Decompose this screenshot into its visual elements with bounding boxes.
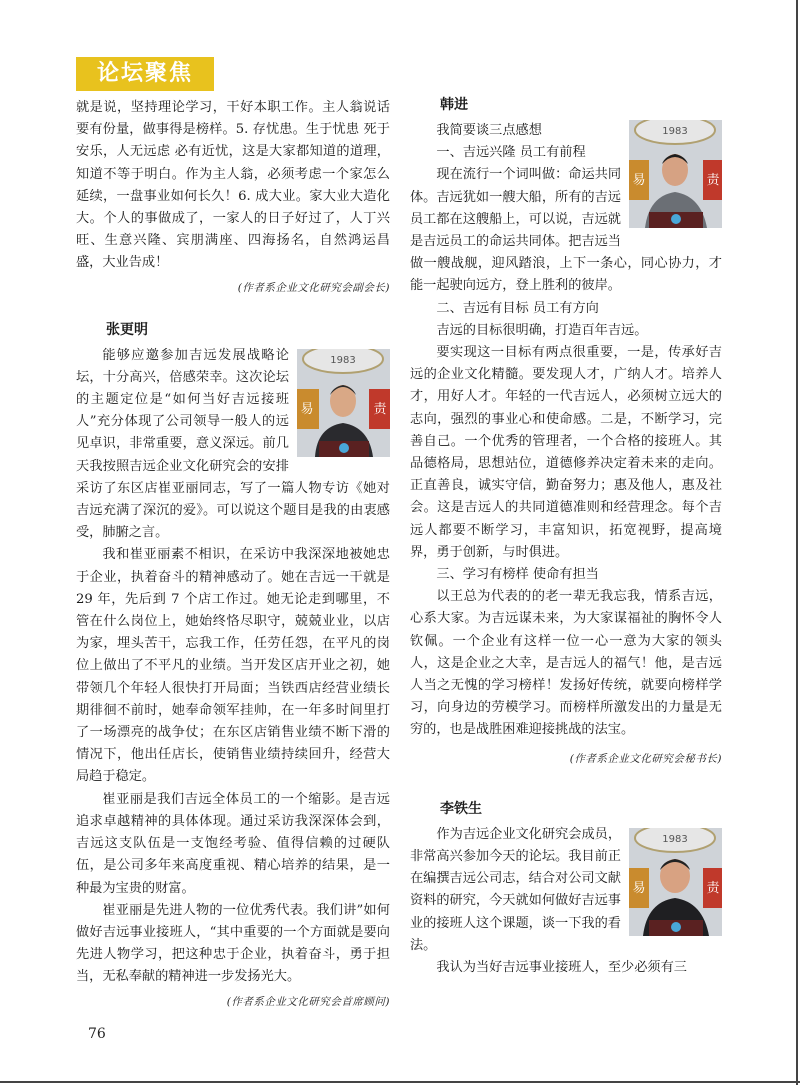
page-number: 76 [88, 1026, 106, 1042]
svg-text:责: 责 [706, 173, 720, 188]
svg-text:易: 易 [632, 173, 646, 188]
continued-paragraph: 就是说，坚持理论学习，干好本职工作。主人翁说话要有份量，做事得是榜样。5. 存忧患。生于忧患 死于安乐，人无远虑 必有近忧，这是大家都知道的道理，知道不等于明白。作为主人翁，必须考虑一个家怎么延续，一盘事业如何长久！6. 成大业。家大业大造化大。个人的事做成了，一家人的日子好过了，人丁兴旺、生意兴隆、宾朋满座、四海扬名，自然鸿运昌盛，大业告成！ [76, 100, 390, 271]
author-name-zhang: 张更明 [106, 321, 148, 338]
svg-text:责: 责 [706, 880, 720, 896]
portrait-photo-han [629, 120, 722, 228]
portrait-han-image [629, 120, 722, 228]
li-paragraph-2: 我认为当好吉远事业接班人，至少必须有三 [436, 959, 687, 975]
svg-text:易: 易 [300, 401, 314, 417]
zhang-paragraph-1: 能够应邀参加吉远发展战略论坛，十分高兴，倍感荣幸。这次论坛的主题定位是“如何当好吉远接班人”充分体现了公司领导一般人的远见卓识，非常重要，意义深远。前几天我按照吉远企业文化研究会的安排采访了东区店崔亚丽同志，写了一篇人物专访《她对吉远充满了深沉的爱》。可以说这个题目是我的由衷感受，肺腑之言。 [76, 347, 390, 541]
portrait-li-image [629, 828, 722, 936]
left-column [76, 97, 390, 1011]
signature-secretary-general: (作者系企业文化研究会秘书长) [569, 752, 722, 765]
page-edge-bottom [0, 1081, 800, 1083]
portrait-photo-li [629, 828, 722, 936]
author-name-han: 韩进 [440, 97, 468, 113]
author-name-li: 李铁生 [440, 800, 482, 817]
han-heading-2: 二、吉远有目标 员工有方向 [436, 300, 599, 316]
han-paragraph-2: 吉远的目标很明确，打造百年吉远。 [436, 322, 648, 338]
page-edge-right [796, 0, 798, 1085]
svg-text:易: 易 [632, 880, 646, 896]
portrait-photo-zhang [297, 349, 390, 457]
han-heading-3: 三、学习有榜样 使命有担当 [436, 567, 599, 583]
right-column [410, 94, 722, 979]
svg-text:1983: 1983 [662, 126, 688, 137]
signature-vice-president: (作者系企业文化研究会副会长) [237, 281, 390, 294]
zhang-paragraph-3: 崔亚丽是我们吉远全体员工的一个缩影。是吉远追求卓越精神的具体体现。通过采访我深深体会到，吉远这支队伍是一支饱经考验、值得信赖的过硬队伍，是公司多年来高度重视、精心培养的结果，是一种最为宝贵的财富。 [76, 791, 390, 896]
svg-text:1983: 1983 [330, 354, 356, 366]
han-paragraph-4: 以王总为代表的的老一辈无我忘我，情系吉远，心系大家。为吉远谋未来，为大家谋福祉的胸怀令人钦佩。一个企业有这样一位一心一意为大家的领头人，这是企业之大幸，是吉远人的福气！他，是吉远人当之无愧的学习榜样！发扬好传统，就要向榜样学习，向身边的劳模学习。而榜样所激发出的力量是无穷的，也是战胜困难迎接挑战的法宝。 [410, 589, 722, 738]
zhang-paragraph-2: 我和崔亚丽素不相识，在采访中我深深地被她忠于企业，执着奋斗的精神感动了。她在吉远一干就是 29 年，先后到 7 个店工作过。她无论走到哪里，不管在什么岗位上，她始终恪尽职守，兢兢业业，以店为家，埋头苦干，忘我工作，任劳任怨，在平凡的岗位上做出了不平凡的业绩。当开发区店开业之初，她带领几个年轻人很快打开局面；当铁西店经营业绩长期徘徊不前时，她奉命领军挂帅，在一年多时间里打了一场漂亮的战争仗；在东区店销售业绩不断下滑的情况下，他出任店长，使销售业绩持续回升，经营大局趋于稳定。 [76, 547, 390, 785]
han-paragraph-1: 现在流行一个词叫做：命运共同体。吉远犹如一艘大船，所有的吉远员工都在这艘船上，可以说，吉远就是吉远员工的命运共同体。把吉远当做一艘战舰，迎风踏浪，上下一条心，同心协力，才能一起驶向远方，登上胜利的彼岸。 [410, 167, 722, 294]
han-heading-1: 一、吉远兴隆 员工有前程 [436, 145, 586, 161]
svg-text:责: 责 [373, 401, 387, 417]
han-paragraph-3: 要实现这一目标有两点很重要，一是，传承好吉远的企业文化精髓。要发现人才，广纳人才。培养人才，用好人才。年轻的一代吉远人，必须树立远大的志向，强烈的事业心和使命感。二是，不断学习，完善自己。一个优秀的管理者，一个合格的接班人。其品德格局，思想站位，道德修养决定着未来的走向。正直善良，诚实守信，勤奋努力；惠及他人，惠及社会。这是吉远人的共同道德准则和经营理念。每个吉远人都要不断学习，丰富知识，拓宽视野，提高境界，勇于创新，与时俱进。 [410, 345, 722, 560]
section-banner: 论坛聚焦 [76, 57, 214, 91]
zhang-paragraph-4: 崔亚丽是先进人物的一位优秀代表。我们讲”如何做好吉远事业接班人，“其中重要的一个方面就是要向先进人物学习，把这种忠于企业，执着奋斗，勇于担当，无私奉献的精神进一步发扬光大。 [76, 902, 390, 985]
svg-text:1983: 1983 [662, 833, 688, 845]
portrait-zhang-image [297, 349, 390, 457]
li-paragraph-1: 作为吉远企业文化研究会成员，非常高兴参加今天的论坛。我目前正在编撰吉远公司志，结合对公司文献资料的研究，今天就如何做好吉远事业的接班人这个课题，谈一下我的看法。 [410, 826, 622, 953]
han-intro: 我简要谈三点感想 [436, 123, 542, 138]
signature-chief-advisor: (作者系企业文化研究会首席顾问) [226, 995, 390, 1008]
